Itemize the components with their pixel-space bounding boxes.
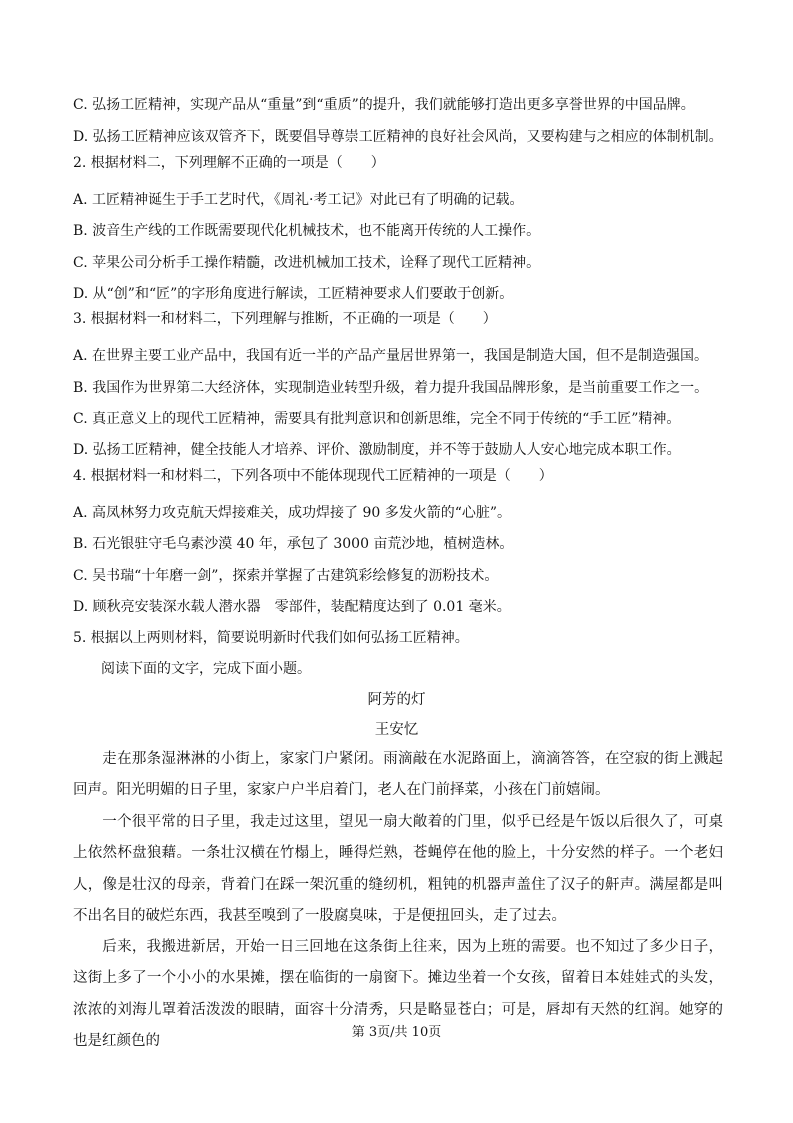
q2-option-a: A. 工匠精神诞生于手工艺时代，《周礼·考工记》对此已有了明确的记载。	[73, 192, 524, 208]
reading-instruction: 阅读下面的文字，完成下面小题。	[101, 661, 311, 677]
q2-option-c: C. 苹果公司分析手工操作精髓，改进机械加工技术，诠释了现代工匠精神。	[73, 255, 541, 271]
paragraph-1-text: 走在那条湿淋淋的小街上，家家门户紧闭。雨滴敲在水泥路面上，滴滴答答，在空寂的街上溅起回声。阳光明媚的日子里，家家户户半启着门，老人在门前择菜，小孩在门前嬉闹。	[73, 751, 723, 799]
q3-stem: 3. 根据材料一和材料二，下列理解与推断，不正确的一项是（ ）	[73, 311, 497, 327]
article-author: 王安忆	[374, 722, 419, 738]
q3-option-a: A. 在世界主要工业产品中，我国有近一半的产品产量居世界第一，我国是制造大国，但不是制造强国。	[73, 348, 709, 364]
q3-option-d: D. 弘扬工匠精神，健全技能人才培养、评价、激励制度，并不等于鼓励人人安心地完成本职工作。	[73, 442, 681, 458]
q4-stem: 4. 根据材料一和材料二，下列各项中不能体现现代工匠精神的一项是（ ）	[73, 468, 553, 484]
q2-option-b: B. 波音生产线的工作既需要现代化机械技术，也不能离开传统的人工操作。	[73, 223, 541, 239]
page-number-footer: 第 3页/共 10页	[351, 1025, 442, 1040]
q5-stem: 5. 根据以上两则材料，简要说明新时代我们如何弘扬工匠精神。	[73, 630, 469, 646]
paragraph-2-text: 一个很平常的日子里，我走过这里，望见一扇大敞着的门里，似乎已经是午饭以后很久了，可桌上依然杯盘狼藉。一条壮汉横在竹榻上，睡得烂熟，苍蝇停在他的脸上，十分安然的样子。一个老妇人，像是壮汉的母亲，背着门在踩一架沉重的缝纫机，粗钝的机器声盖住了汉子的鼾声。满屋都是叫不出名目的破烂东西，我甚至嗅到了一股腐臭味，于是便扭回头，走了过去。	[73, 814, 723, 924]
q4-option-c: C. 吴书瑞“十年磨一剑”，探索并掌握了古建筑彩绘修复的沥粉技术。	[73, 568, 499, 584]
q4-option-d: D. 顾秋亮安装深水载人潜水器 零部件，装配精度达到了 0.01 毫米。	[73, 599, 511, 615]
article-title: 阿芳的灯	[367, 692, 426, 708]
q3-option-c: C. 真正意义上的现代工匠精神，需要具有批判意识和创新思维，完全不同于传统的“手工匠”精神。	[73, 411, 681, 427]
q1-option-d: D. 弘扬工匠精神应该双管齐下，既要倡导尊崇工匠精神的良好社会风尚，又要构建与之相应的体制机制。	[73, 129, 723, 145]
q1-option-c: C. 弘扬工匠精神，实现产品从“重量”到“重质”的提升，我们就能够打造出更多享誉世界的中国品牌。	[73, 97, 695, 113]
q4-option-b: B. 石光银驻守毛乌素沙漠 40 年，承包了 3000 亩荒沙地，植树造林。	[73, 536, 514, 552]
paragraph-3-text: 后来，我搬进新居，开始一日三回地在这条街上往来，因为上班的需要。也不知过了多少日子，这街上多了一个小小的水果摊，摆在临街的一扇窗下。摊边坐着一个女孩，留着日本娃娃式的头发，浓浓的刘海儿罩着活泼泼的眼睛，面容十分清秀，只是略显苍白；可是，唇却有天然的红润。她穿的也是红颜色的	[73, 939, 723, 1049]
q3-option-b: B. 我国作为世界第二大经济体，实现制造业转型升级，着力提升我国品牌形象，是当前重要工作之一。	[73, 380, 709, 396]
article-paragraph-1	[73, 744, 723, 807]
q4-option-a: A. 高凤林努力攻克航天焊接难关，成功焊接了 90 多发火箭的“心脏”。	[73, 505, 512, 521]
article-paragraph-2	[73, 807, 723, 932]
q2-option-d: D. 从“创”和“匠”的字形角度进行解读，工匠精神要求人们要敢于创新。	[73, 286, 514, 302]
q2-stem: 2. 根据材料二，下列理解不正确的一项是（ ）	[73, 155, 385, 171]
